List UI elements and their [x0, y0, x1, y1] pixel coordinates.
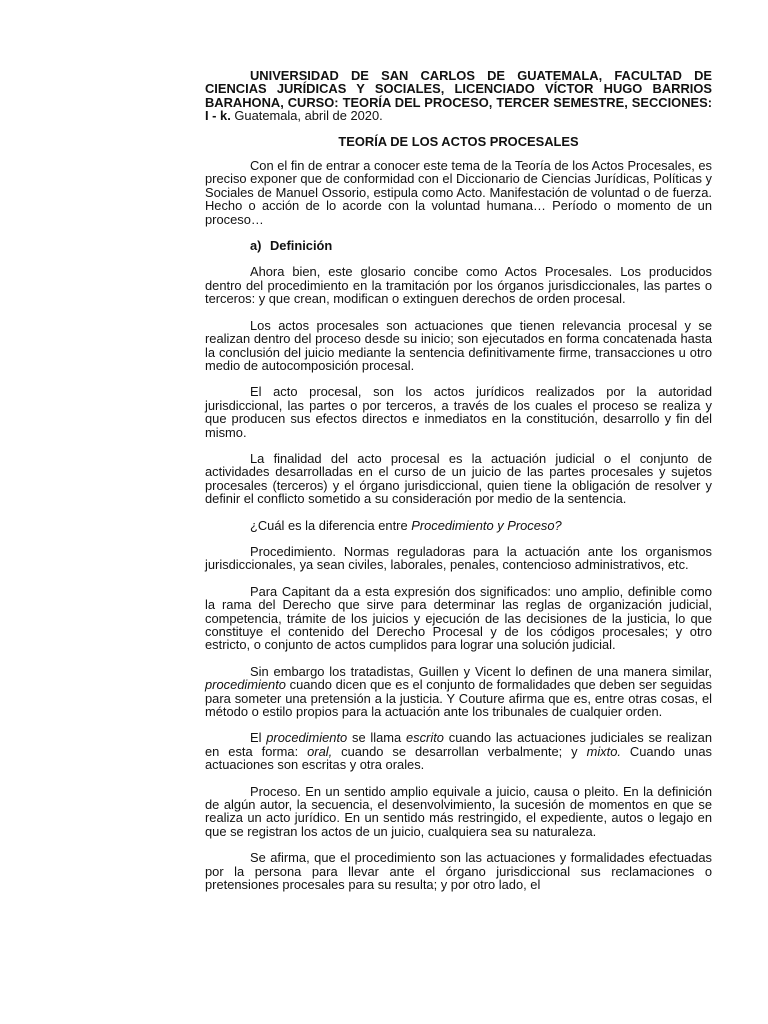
question-diferencia — [205, 519, 712, 532]
paragraph-actos-procesales-glosario: Ahora bien, este glosario concibe como Actos Procesales. Los producidos dentro del procedimiento en la tramitación por los órganos jurisdiccionales, las partes o terceros: y que crean, modifican o extinguen derechos de orden procesal. — [205, 264, 712, 307]
text-run: El — [250, 730, 267, 746]
paragraph-guillen-vicent — [205, 665, 712, 719]
paragraph-acto-procesal-juridico: El acto procesal, son los actos jurídicos realizados por la autoridad jurisdiccional, las partes o por terceros, a través de los cuales el proceso se realiza y que producen sus efectos directos e inmediatos en la constitución, desarrollo y fin del mismo. — [205, 384, 712, 440]
document-page — [205, 69, 712, 892]
paragraph-capitant: Para Capitant da a esta expresión dos significados: uno amplio, definible como la rama del Derecho que sirve para determinar las reglas de organización judicial, competencia, trámite de los juicios y ejecución de las decisiones de la justicia, lo que constituye el contenido del Derecho Procesal y de los códigos procesales; y otro estricto, o conjunto de actos cumplidos para lograr una solución judicial. — [205, 583, 712, 653]
text-run: cuando las actuaciones judiciales se realizan en esta forma: — [205, 730, 712, 759]
header-date: Guatemala, abril de 2020. — [230, 108, 383, 124]
section-label: Definición — [270, 238, 333, 254]
italic-term: oral, — [307, 743, 333, 759]
paragraph-finalidad-acto: La finalidad del acto procesal es la actuación judicial o el conjunto de actividades desarrolladas en el curso de un juicio de las partes procesales y sujetos procesales (terceros) y el órgano jurisdiccional, quien tiene la obligación de resolver y definir el conflicto sometido a su consideración por medio de la sentencia. — [205, 450, 712, 507]
italic-term: procedimiento — [205, 677, 286, 693]
italic-term: mixto. — [586, 743, 621, 759]
question-italic-terms: Procedimiento y Proceso? — [411, 517, 562, 533]
text-run: Cuando unas actuaciones son escritas y otra orales. — [205, 743, 712, 773]
paragraph-procedimiento-definicion: Procedimiento. Normas reguladoras para la actuación ante los organismos jurisdiccionales, ya sean civiles, laborales, penales, contencioso administrativos, etc. — [205, 543, 712, 573]
question-prefix: ¿Cuál es la diferencia entre — [250, 517, 412, 533]
intro-paragraph: Con el fin de entrar a conocer este tema de la Teoría de los Actos Procesales, es preciso exponer que de conformidad con el Diccionario de Ciencias Jurídicas, Políticas y Sociales de Manuel Ossorio, estipula como Acto. Manifestación de voluntad o de fuerza. Hecho o acción de lo acorde con la voluntad humana… Período o momento de un proceso… — [205, 158, 712, 227]
paragraph-actuaciones-relevancia: Los actos procesales son actuaciones que tienen relevancia procesal y se realizan dentro del proceso desde su inicio; son ejecutados en forma concatenada hasta la conclusión del juicio mediante la sentencia definitivamente firme, transacciones u otro medio de autocomposición procesal. — [205, 317, 712, 373]
section-marker: a) — [250, 238, 262, 254]
italic-term: escrito — [406, 730, 444, 746]
text-run: cuando se desarrollan verbalmente; y — [332, 743, 587, 759]
text-run: se llama — [347, 730, 406, 746]
section-heading-definicion — [250, 239, 712, 252]
document-header — [205, 69, 712, 123]
paragraph-proceso-definicion: Proceso. En un sentido amplio equivale a juicio, causa o pleito. En la definición de algún autor, la secuencia, el desenvolvimiento, la sucesión de momentos en que se realiza un acto jurídico. En un sentido más restringido, el expediente, autos o legajo en que se registran los actos de un juicio, cualquiera sea su naturaleza. — [205, 783, 712, 839]
text-run: Sin embargo los tratadistas, Guillen y Vicent lo definen de una manera similar, — [250, 663, 712, 679]
document-title: TEORÍA DE LOS ACTOS PROCESALES — [338, 133, 579, 149]
header-institution: UNIVERSIDAD DE SAN CARLOS DE GUATEMALA, FACULTAD DE CIENCIAS JURÍDICAS Y SOCIALES, LICENCIADO VÍCTOR HUGO BARRIOS BARAHONA, CURSO: TEORÍA DEL PROCESO, TERCER SEMESTRE, SECCIONES: I - k. — [205, 68, 712, 124]
paragraph-procedimiento-escrito — [205, 731, 712, 771]
paragraph-se-afirma: Se afirma, que el procedimiento son las actuaciones y formalidades efectuadas por la persona para llevar ante el órgano jurisdiccional sus reclamaciones o pretensiones procesales para su resulta; y por otro lado, el — [205, 850, 712, 893]
text-run: cuando dicen que es el conjunto de formalidades que deben ser seguidas para someter una pretensión a la justicia. Y Couture afirma que es, entre otras cosas, el método o estilo propios para la actuación ante los tribunales de cualquier orden. — [205, 677, 712, 720]
italic-term: procedimiento — [266, 730, 348, 746]
